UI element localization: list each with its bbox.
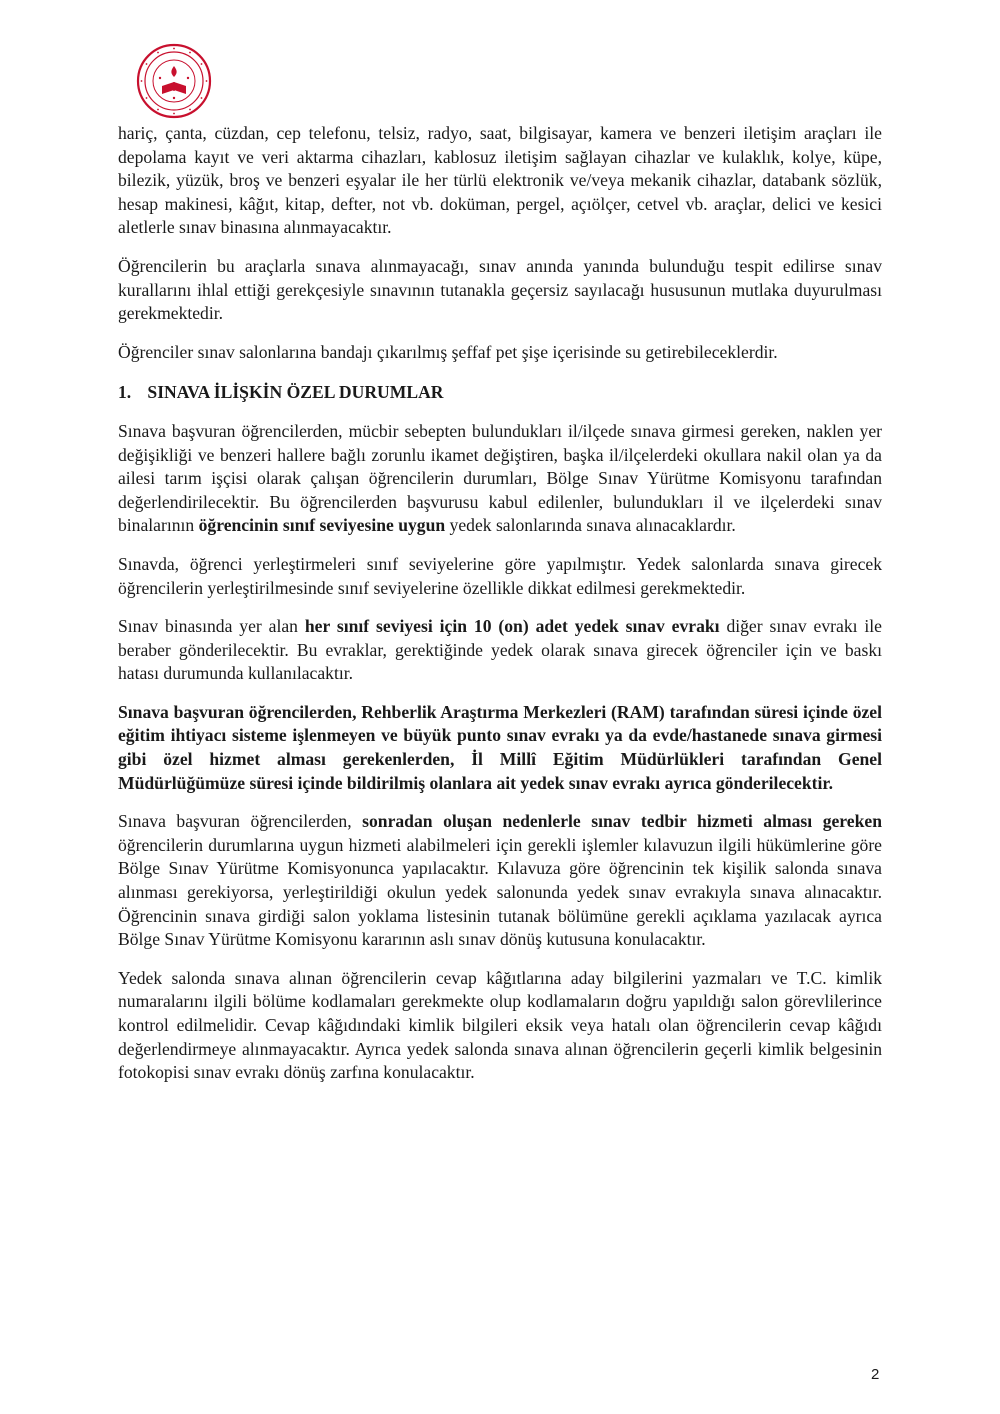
paragraph-special-education: Sınava başvuran öğrencilerden, Rehberlik Araştırma Merkezleri (RAM) tarafından süresi içinde özel eğitim ihtiyacı sisteme işlenmeyen ve büyük punto sınav evrakı ya da evde/hastanede sınava girmesi gibi özel hizmet alması gerekenlerden, İl Millî Eğitim Müdürlükleri tarafından Genel Müdürlüğümüze süresi içinde bildirilmiş olanlara ait yedek sınav evrakı ayrıca gönderilecektir.: [118, 701, 882, 793]
paragraph-text: öğrencilerin durumlarına uygun hizmeti alabilmeleri için gerekli işlemler kılavuzun ilgili hükümlerine göre Bölge Sınav Yürütme Komisyonunca yapılacaktır. Kılavuza göre öğrencinin tek kişilik salonda sınava alınması gerekiyorsa, yerleştirildiği okulun yedek salonunda yedek sınav evrakıyla sınava alınacaktır. Öğrencinin sınava girdiği salon yoklama listesinin tutanak bölümüne gerekli açıklama yazılacak ayrıca Bölge Sınav Yürütme Komisyonu kararının aslı sınav dönüş kutusuna konulacaktır.: [118, 834, 882, 950]
section-number: 1.: [118, 382, 132, 403]
paragraph-bold-text: her sınıf seviyesi için 10 (on) adet yedek sınav evrakı: [304, 616, 720, 637]
paragraph-bold-text: sonradan oluşan nedenlerle sınav tedbir hizmeti alması gereken: [362, 811, 882, 832]
paragraph-prohibited-items: hariç, çanta, cüzdan, cep telefonu, telsiz, radyo, saat, bilgisayar, kamera ve benzeri iletişim araçları ile depolama kayıt ve veri aktarma cihazları, kablosuz iletişim sağlayan cihazlar ve kulaklık, kolye, küpe, bilezik, yüzük, broş ve benzeri eşyalar ile her türlü elektronik ve/veya mekanik cihazlar, databank sözlük, hesap makinesi, kâğıt, kitap, defter, not vb. doküman, pergel, açıölçer, cetvel vb. araçlar, delici ve kesici aletlerle sınav binasına alınmayacaktır.: [118, 123, 882, 238]
paragraph-text: Sınava başvuran öğrencilerden,: [118, 811, 363, 832]
paragraph-bold-text: öğrencinin sınıf seviyesine uygun: [198, 515, 446, 536]
paragraph-device-warning: Öğrencilerin bu araçlarla sınava alınmayacağı, sınav anında yanında bulunduğu tespit edilirse sınav kurallarını ihlal ettiği gerekçesiyle sınavının tutanakla geçersiz sayılacağı hususunun mutlaka duyurulması gerekmektedir.: [118, 255, 882, 324]
paragraph-placement: Sınavda, öğrenci yerleştirmeleri sınıf seviyelerine göre yapılmıştır. Yedek salonlarda sınava girecek öğrencilerin yerleştirilmesinde sınıf seviyelerine özellikle dikkat edilmesi gerekmektedir.: [118, 553, 882, 598]
paragraph-text: yedek salonlarında sınava alınacaklardır.: [445, 515, 736, 536]
document-body: [118, 118, 882, 1085]
paragraph-special-cases: [118, 420, 882, 538]
paragraph-text: Sınav binasında yer alan: [118, 616, 305, 637]
paragraph-text: diğer sınav evrakı ile beraber gönderilecektir. Bu evraklar, gerektiğinde yedek olarak sınava girecek öğrenciler için ve baskı hatası durumunda kullanılacaktır.: [118, 616, 882, 684]
paragraph-answer-sheets: Yedek salonda sınava alınan öğrencilerin cevap kâğıtlarına aday bilgilerini yazmaları ve T.C. kimlik numaralarını ilgili bölüme kodlamaları gerekmekte olup kodlamaların doğru yapıldığı salon görevlilerince kontrol edilmelidir. Cevap kâğıdındaki kimlik bilgileri eksik veya hatalı olan öğrencilerin cevap kâğıdı değerlendirmeye alınmayacaktır. Ayrıca yedek salonda sınava alınan öğrencilerin geçerli kimlik belgesinin fotokopisi sınav evrakı dönüş zarfına konulacaktır.: [118, 967, 882, 1083]
paragraph-accommodation-services: [118, 810, 882, 952]
page-number: 2: [871, 1366, 880, 1383]
paragraph-text: Sınava başvuran öğrencilerden, mücbir sebepten bulundukları il/ilçede sınava girmesi gereken, naklen yer değişikliği ve benzeri hallere bağlı zorunlu ikamet değiştiren, başka il/ilçelerdeki okullara nakil olan ya da ailesi tarım işçisi olarak çalışan öğrencilerin durumları, Bölge Sınav Yürütme Komisyonu tarafından değerlendirilecektir. Bu öğrencilerden başvurusu kabul edilenler, bulundukları il ve ilçelerdeki sınav binalarının: [118, 420, 882, 536]
section-title: SINAVA İLİŞKİN ÖZEL DURUMLAR: [147, 382, 444, 403]
section-heading: [118, 381, 882, 405]
paragraph-spare-documents: [118, 615, 882, 686]
ministry-seal-logo: [135, 42, 213, 120]
paragraph-water-bottle: Öğrenciler sınav salonlarına bandajı çıkarılmış şeffaf pet şişe içerisinde su getirebileceklerdir.: [118, 341, 778, 362]
